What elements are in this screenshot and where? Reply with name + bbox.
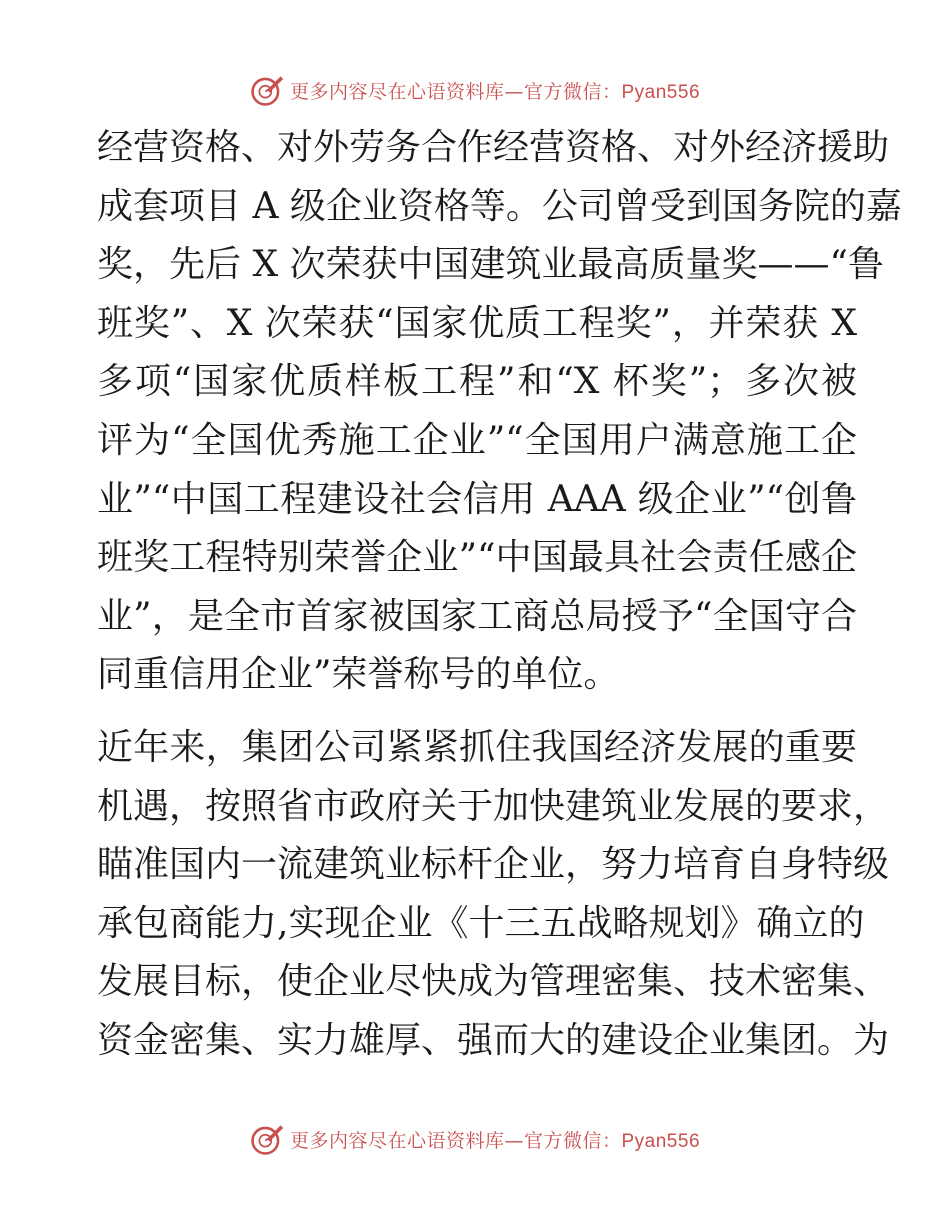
header-watermark: [0, 70, 950, 110]
text-line: 资金密集、实力雄厚、强而大的建设企业集团。为: [97, 1019, 890, 1061]
text-line: 近年来，集团公司紧紧抓住我国经济发展的重要: [97, 727, 857, 768]
text-line: 机遇，按照省市政府关于加快建筑业发展的要求，: [97, 785, 890, 827]
text-line: 同重信用企业”荣誉称号的单位。: [97, 654, 620, 696]
text-line: 奖，先后 X 次荣获中国建筑业最高质量奖——“鲁: [97, 244, 884, 286]
text-line: 业”，是全市首家被国家工商总局授予“全国守合: [97, 595, 857, 637]
text-line: 承包商能力,实现企业《十三五战略规划》确立的: [97, 902, 865, 944]
footer-watermark: [0, 1119, 950, 1159]
text-line: 评为“全国优秀施工企业”“全国用户满意施工企: [97, 419, 857, 461]
text-line: 业”“中国工程建设社会信用 AAA 级企业”“创鲁: [97, 478, 857, 520]
text-line: 班奖”、X 次荣获“国家优质工程奖”，并荣获 X: [97, 302, 857, 344]
text-line: 多项“国家优质样板工程”和“X 杯奖”；多次被: [97, 361, 857, 403]
paragraph-2: [97, 719, 890, 1071]
paragraph-1: [97, 119, 902, 705]
text-line: 瞄准国内一流建筑业标杆企业，努力培育自身特级: [97, 844, 890, 886]
pen-logo-icon: [250, 73, 284, 107]
text-line: 经营资格、对外劳务合作经营资格、对外经济援助: [97, 127, 890, 168]
watermark-text: 更多内容尽在心语资料库—官方微信：Pyan556: [289, 80, 701, 103]
text-line: 班奖工程特别荣誉企业”“中国最具社会责任感企: [97, 537, 857, 579]
text-line: 成套项目 A 级企业资格等。公司曾受到国务院的嘉: [97, 185, 902, 227]
watermark-text: 更多内容尽在心语资料库—官方微信：Pyan556: [289, 1129, 701, 1152]
text-line: 发展目标，使企业尽快成为管理密集、技术密集、: [97, 961, 890, 1003]
pen-logo-icon: [250, 1122, 284, 1156]
